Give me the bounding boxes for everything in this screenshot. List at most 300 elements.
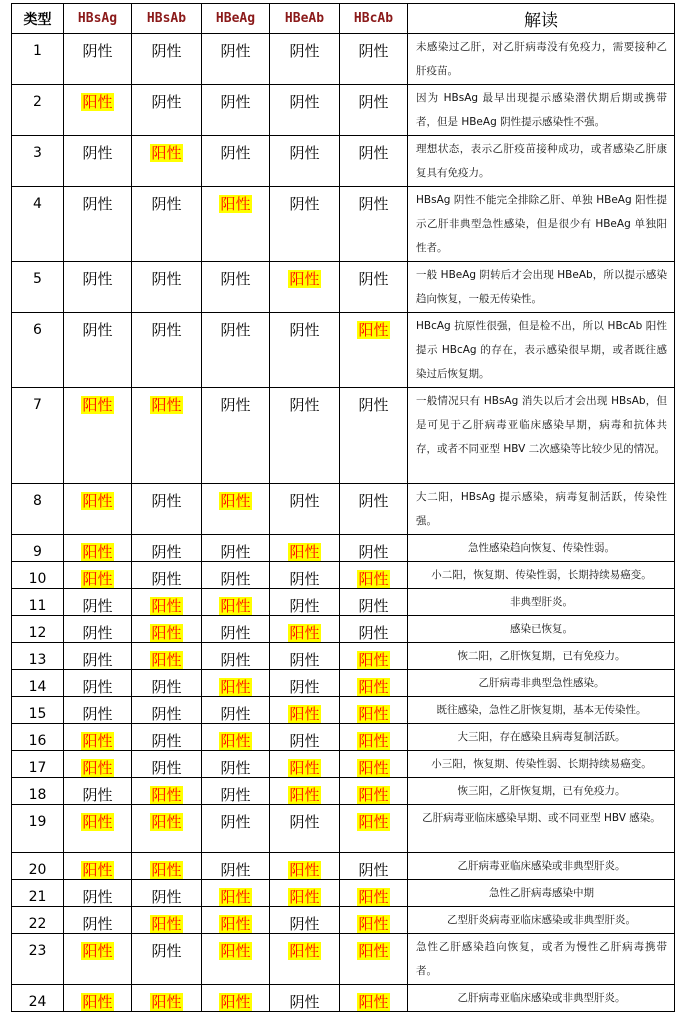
hbeab-cell bbox=[270, 697, 340, 724]
hbeag-cell bbox=[202, 34, 270, 85]
header-hbsag: HBsAg bbox=[64, 4, 132, 34]
hbeab-cell bbox=[270, 670, 340, 697]
hbsag-cell bbox=[64, 907, 132, 934]
hbsab-cell bbox=[132, 313, 202, 388]
hbsab-cell bbox=[132, 589, 202, 616]
hbsag-cell bbox=[64, 187, 132, 262]
table-row bbox=[12, 724, 675, 751]
negative-result: 阴性 bbox=[151, 195, 182, 213]
positive-result: 阳性 bbox=[151, 786, 182, 804]
negative-result: 阴性 bbox=[289, 651, 320, 669]
negative-result: 阴性 bbox=[289, 570, 320, 588]
negative-result: 阴性 bbox=[358, 492, 389, 510]
hbeag-cell bbox=[202, 313, 270, 388]
type-number: 7 bbox=[12, 388, 64, 484]
positive-result: 阳性 bbox=[151, 624, 182, 642]
hbcab-cell bbox=[340, 907, 408, 934]
positive-result: 阳性 bbox=[220, 195, 251, 213]
negative-result: 阴性 bbox=[220, 651, 251, 669]
hbeag-cell bbox=[202, 880, 270, 907]
type-number: 13 bbox=[12, 643, 64, 670]
hbsag-cell bbox=[64, 724, 132, 751]
explanation-text: 未感染过乙肝，对乙肝病毒没有免疫力，需要接种乙肝疫苗。 bbox=[408, 34, 675, 85]
type-number: 14 bbox=[12, 670, 64, 697]
hbsag-cell bbox=[64, 313, 132, 388]
table-row bbox=[12, 616, 675, 643]
table-row bbox=[12, 388, 675, 484]
positive-result: 阳性 bbox=[220, 732, 251, 750]
positive-result: 阳性 bbox=[358, 570, 389, 588]
table-row bbox=[12, 484, 675, 535]
negative-result: 阴性 bbox=[82, 321, 113, 339]
positive-result: 阳性 bbox=[220, 993, 251, 1011]
hbeab-cell bbox=[270, 34, 340, 85]
table-row bbox=[12, 85, 675, 136]
type-number: 8 bbox=[12, 484, 64, 535]
negative-result: 阴性 bbox=[358, 543, 389, 561]
hbsab-cell bbox=[132, 388, 202, 484]
negative-result: 阴性 bbox=[289, 492, 320, 510]
type-number: 21 bbox=[12, 880, 64, 907]
hbsag-cell bbox=[64, 589, 132, 616]
table-row bbox=[12, 934, 675, 985]
hbeab-cell bbox=[270, 751, 340, 778]
hbeag-cell bbox=[202, 262, 270, 313]
negative-result: 阴性 bbox=[82, 888, 113, 906]
positive-result: 阳性 bbox=[82, 813, 113, 831]
hbsab-cell bbox=[132, 724, 202, 751]
hbeab-cell bbox=[270, 853, 340, 880]
negative-result: 阴性 bbox=[358, 597, 389, 615]
table-row bbox=[12, 778, 675, 805]
hbeag-cell bbox=[202, 778, 270, 805]
negative-result: 阴性 bbox=[220, 624, 251, 642]
hbeab-cell bbox=[270, 589, 340, 616]
table-row bbox=[12, 853, 675, 880]
negative-result: 阴性 bbox=[82, 651, 113, 669]
explanation-text: 乙肝病毒亚临床感染或非典型肝炎。 bbox=[408, 985, 675, 1012]
negative-result: 阴性 bbox=[289, 597, 320, 615]
hbsab-cell bbox=[132, 805, 202, 853]
hbsab-cell bbox=[132, 853, 202, 880]
explanation-text: HBcAg 抗原性很强，但是检不出，所以 HBcAb 阳性提示 HBcAg 的存在，表示感染很早期，或者既往感染过后恢复期。 bbox=[408, 313, 675, 388]
hbsab-cell bbox=[132, 484, 202, 535]
hbsag-cell bbox=[64, 34, 132, 85]
header-row bbox=[12, 4, 675, 34]
positive-result: 阳性 bbox=[358, 915, 389, 933]
explanation-text: 急性感染趋向恢复、传染性弱。 bbox=[408, 535, 675, 562]
type-number: 23 bbox=[12, 934, 64, 985]
hbsag-cell bbox=[64, 934, 132, 985]
negative-result: 阴性 bbox=[82, 678, 113, 696]
hbsag-cell bbox=[64, 697, 132, 724]
positive-result: 阳性 bbox=[82, 732, 113, 750]
type-number: 9 bbox=[12, 535, 64, 562]
hbeag-cell bbox=[202, 934, 270, 985]
explanation-text: 小三阳，恢复期、传染性弱、长期持续易癌变。 bbox=[408, 751, 675, 778]
positive-result: 阳性 bbox=[358, 732, 389, 750]
negative-result: 阴性 bbox=[358, 624, 389, 642]
hbeag-cell bbox=[202, 670, 270, 697]
hbeab-cell bbox=[270, 724, 340, 751]
hbcab-cell bbox=[340, 778, 408, 805]
negative-result: 阴性 bbox=[82, 915, 113, 933]
negative-result: 阴性 bbox=[151, 42, 182, 60]
negative-result: 阴性 bbox=[289, 321, 320, 339]
positive-result: 阳性 bbox=[220, 888, 251, 906]
hbsag-cell bbox=[64, 985, 132, 1012]
table-row bbox=[12, 187, 675, 262]
table-row bbox=[12, 670, 675, 697]
negative-result: 阴性 bbox=[151, 570, 182, 588]
table-row bbox=[12, 313, 675, 388]
hbcab-cell bbox=[340, 853, 408, 880]
hbsab-cell bbox=[132, 907, 202, 934]
negative-result: 阴性 bbox=[220, 93, 251, 111]
explanation-text: 乙肝病毒非典型急性感染。 bbox=[408, 670, 675, 697]
hbsag-cell bbox=[64, 136, 132, 187]
positive-result: 阳性 bbox=[289, 705, 320, 723]
header-type: 类型 bbox=[12, 4, 64, 34]
explanation-text: 恢三阳，乙肝恢复期，已有免疫力。 bbox=[408, 778, 675, 805]
negative-result: 阴性 bbox=[358, 144, 389, 162]
hbeab-cell bbox=[270, 880, 340, 907]
table-row bbox=[12, 262, 675, 313]
positive-result: 阳性 bbox=[289, 942, 320, 960]
positive-result: 阳性 bbox=[358, 678, 389, 696]
hbsag-cell bbox=[64, 643, 132, 670]
positive-result: 阳性 bbox=[151, 396, 182, 414]
explanation-text: 乙型肝炎病毒亚临床感染或非典型肝炎。 bbox=[408, 907, 675, 934]
hbeab-cell bbox=[270, 313, 340, 388]
negative-result: 阴性 bbox=[289, 396, 320, 414]
hbsab-cell bbox=[132, 985, 202, 1012]
positive-result: 阳性 bbox=[289, 270, 320, 288]
negative-result: 阴性 bbox=[220, 759, 251, 777]
negative-result: 阴性 bbox=[289, 144, 320, 162]
header-hbcab: HBcAb bbox=[340, 4, 408, 34]
type-number: 4 bbox=[12, 187, 64, 262]
hbeag-cell bbox=[202, 484, 270, 535]
positive-result: 阳性 bbox=[82, 93, 113, 111]
explanation-text: 急性乙肝病毒感染中期 bbox=[408, 880, 675, 907]
negative-result: 阴性 bbox=[358, 270, 389, 288]
type-number: 10 bbox=[12, 562, 64, 589]
hbeab-cell bbox=[270, 136, 340, 187]
positive-result: 阳性 bbox=[151, 144, 182, 162]
positive-result: 阳性 bbox=[358, 813, 389, 831]
hbsag-cell bbox=[64, 535, 132, 562]
negative-result: 阴性 bbox=[289, 915, 320, 933]
table-row bbox=[12, 535, 675, 562]
explanation-text: 一般 HBeAg 阴转后才会出现 HBeAb，所以提示感染趋向恢复，一般无传染性。 bbox=[408, 262, 675, 313]
type-number: 1 bbox=[12, 34, 64, 85]
positive-result: 阳性 bbox=[289, 861, 320, 879]
hbeag-cell bbox=[202, 985, 270, 1012]
hbsab-cell bbox=[132, 880, 202, 907]
hbeab-cell bbox=[270, 484, 340, 535]
table-row bbox=[12, 589, 675, 616]
negative-result: 阴性 bbox=[151, 942, 182, 960]
hbcab-cell bbox=[340, 670, 408, 697]
type-number: 11 bbox=[12, 589, 64, 616]
positive-result: 阳性 bbox=[358, 321, 389, 339]
hbsab-cell bbox=[132, 187, 202, 262]
negative-result: 阴性 bbox=[220, 42, 251, 60]
negative-result: 阴性 bbox=[151, 759, 182, 777]
positive-result: 阳性 bbox=[151, 651, 182, 669]
table-body bbox=[12, 34, 675, 1012]
hbcab-cell bbox=[340, 262, 408, 313]
hbcab-cell bbox=[340, 484, 408, 535]
negative-result: 阴性 bbox=[220, 861, 251, 879]
hbsag-cell bbox=[64, 388, 132, 484]
positive-result: 阳性 bbox=[220, 492, 251, 510]
negative-result: 阴性 bbox=[151, 492, 182, 510]
hbcab-cell bbox=[340, 751, 408, 778]
explanation-text: 大三阳，存在感染且病毒复制活跃。 bbox=[408, 724, 675, 751]
type-number: 22 bbox=[12, 907, 64, 934]
negative-result: 阴性 bbox=[220, 705, 251, 723]
hbsag-cell bbox=[64, 670, 132, 697]
hbcab-cell bbox=[340, 313, 408, 388]
negative-result: 阴性 bbox=[358, 396, 389, 414]
hbsab-cell bbox=[132, 697, 202, 724]
positive-result: 阳性 bbox=[82, 492, 113, 510]
explanation-text: 大二阳，HBsAg 提示感染，病毒复制活跃，传染性强。 bbox=[408, 484, 675, 535]
negative-result: 阴性 bbox=[82, 705, 113, 723]
positive-result: 阳性 bbox=[151, 813, 182, 831]
type-number: 24 bbox=[12, 985, 64, 1012]
hbcab-cell bbox=[340, 85, 408, 136]
positive-result: 阳性 bbox=[82, 759, 113, 777]
hbsag-cell bbox=[64, 853, 132, 880]
negative-result: 阴性 bbox=[82, 786, 113, 804]
negative-result: 阴性 bbox=[82, 42, 113, 60]
header-explanation: 解读 bbox=[408, 4, 675, 34]
explanation-text: 既往感染，急性乙肝恢复期，基本无传染性。 bbox=[408, 697, 675, 724]
positive-result: 阳性 bbox=[289, 888, 320, 906]
type-number: 19 bbox=[12, 805, 64, 853]
explanation-text: 恢二阳，乙肝恢复期，已有免疫力。 bbox=[408, 643, 675, 670]
negative-result: 阴性 bbox=[289, 993, 320, 1011]
type-number: 2 bbox=[12, 85, 64, 136]
hbeab-cell bbox=[270, 262, 340, 313]
hbsab-cell bbox=[132, 670, 202, 697]
positive-result: 阳性 bbox=[358, 942, 389, 960]
hbcab-cell bbox=[340, 697, 408, 724]
positive-result: 阳性 bbox=[358, 705, 389, 723]
hbsab-cell bbox=[132, 535, 202, 562]
hbsag-cell bbox=[64, 880, 132, 907]
negative-result: 阴性 bbox=[82, 597, 113, 615]
positive-result: 阳性 bbox=[151, 915, 182, 933]
type-number: 5 bbox=[12, 262, 64, 313]
hbeag-cell bbox=[202, 697, 270, 724]
hbeab-cell bbox=[270, 616, 340, 643]
hbsab-cell bbox=[132, 262, 202, 313]
hbsag-cell bbox=[64, 805, 132, 853]
positive-result: 阳性 bbox=[151, 861, 182, 879]
hbcab-cell bbox=[340, 589, 408, 616]
hbcab-cell bbox=[340, 880, 408, 907]
hbsag-cell bbox=[64, 778, 132, 805]
explanation-text: 乙肝病毒亚临床感染或非典型肝炎。 bbox=[408, 853, 675, 880]
positive-result: 阳性 bbox=[82, 861, 113, 879]
hbeab-cell bbox=[270, 85, 340, 136]
negative-result: 阴性 bbox=[82, 270, 113, 288]
positive-result: 阳性 bbox=[220, 942, 251, 960]
header-hbeag: HBeAg bbox=[202, 4, 270, 34]
table-row bbox=[12, 34, 675, 85]
negative-result: 阴性 bbox=[358, 42, 389, 60]
hbeab-cell bbox=[270, 778, 340, 805]
hbeag-cell bbox=[202, 643, 270, 670]
hbeag-cell bbox=[202, 805, 270, 853]
table-row bbox=[12, 562, 675, 589]
positive-result: 阳性 bbox=[358, 888, 389, 906]
hbcab-cell bbox=[340, 985, 408, 1012]
table-row bbox=[12, 880, 675, 907]
positive-result: 阳性 bbox=[358, 651, 389, 669]
hbcab-cell bbox=[340, 388, 408, 484]
positive-result: 阳性 bbox=[82, 942, 113, 960]
negative-result: 阴性 bbox=[151, 732, 182, 750]
hbeab-cell bbox=[270, 187, 340, 262]
table-row bbox=[12, 697, 675, 724]
hbeab-cell bbox=[270, 985, 340, 1012]
positive-result: 阳性 bbox=[289, 759, 320, 777]
hbeag-cell bbox=[202, 136, 270, 187]
positive-result: 阳性 bbox=[82, 543, 113, 561]
explanation-text: 感染已恢复。 bbox=[408, 616, 675, 643]
positive-result: 阳性 bbox=[289, 624, 320, 642]
positive-result: 阳性 bbox=[358, 993, 389, 1011]
negative-result: 阴性 bbox=[151, 678, 182, 696]
negative-result: 阴性 bbox=[289, 678, 320, 696]
explanation-text: 一般情况只有 HBsAg 消失以后才会出现 HBsAb，但是可见于乙肝病毒亚临床感染早期，病毒和抗体共存，或者不同亚型 HBV 二次感染等比较少见的情况。 bbox=[408, 388, 675, 484]
positive-result: 阳性 bbox=[220, 678, 251, 696]
hbsag-cell bbox=[64, 562, 132, 589]
hbeag-cell bbox=[202, 535, 270, 562]
hbsab-cell bbox=[132, 751, 202, 778]
table-row bbox=[12, 751, 675, 778]
hbeag-cell bbox=[202, 616, 270, 643]
positive-result: 阳性 bbox=[358, 759, 389, 777]
negative-result: 阴性 bbox=[220, 321, 251, 339]
hbeab-cell bbox=[270, 562, 340, 589]
header-hbsab: HBsAb bbox=[132, 4, 202, 34]
negative-result: 阴性 bbox=[151, 888, 182, 906]
hbsag-cell bbox=[64, 751, 132, 778]
hbeag-cell bbox=[202, 907, 270, 934]
hbcab-cell bbox=[340, 535, 408, 562]
negative-result: 阴性 bbox=[220, 270, 251, 288]
positive-result: 阳性 bbox=[82, 993, 113, 1011]
hbeag-cell bbox=[202, 751, 270, 778]
hbeag-cell bbox=[202, 85, 270, 136]
explanation-text: HBsAg 阴性不能完全排除乙肝、单独 HBeAg 阳性提示乙肝非典型急性感染，但是很少有 HBeAg 单独阳性者。 bbox=[408, 187, 675, 262]
negative-result: 阴性 bbox=[289, 195, 320, 213]
type-number: 16 bbox=[12, 724, 64, 751]
hbeab-cell bbox=[270, 535, 340, 562]
negative-result: 阴性 bbox=[82, 624, 113, 642]
hbeag-cell bbox=[202, 388, 270, 484]
table-row bbox=[12, 985, 675, 1012]
hbcab-cell bbox=[340, 187, 408, 262]
type-number: 6 bbox=[12, 313, 64, 388]
positive-result: 阳性 bbox=[358, 786, 389, 804]
explanation-text: 小二阳，恢复期、传染性弱，长期持续易癌变。 bbox=[408, 562, 675, 589]
type-number: 15 bbox=[12, 697, 64, 724]
positive-result: 阳性 bbox=[220, 597, 251, 615]
hbv-marker-table bbox=[11, 3, 675, 1012]
negative-result: 阴性 bbox=[358, 861, 389, 879]
hbsab-cell bbox=[132, 616, 202, 643]
negative-result: 阴性 bbox=[82, 195, 113, 213]
negative-result: 阴性 bbox=[358, 195, 389, 213]
table-row bbox=[12, 907, 675, 934]
hbsag-cell bbox=[64, 85, 132, 136]
hbeag-cell bbox=[202, 562, 270, 589]
hbsab-cell bbox=[132, 562, 202, 589]
type-number: 20 bbox=[12, 853, 64, 880]
negative-result: 阴性 bbox=[220, 570, 251, 588]
hbcab-cell bbox=[340, 724, 408, 751]
hbsag-cell bbox=[64, 262, 132, 313]
hbcab-cell bbox=[340, 34, 408, 85]
type-number: 3 bbox=[12, 136, 64, 187]
negative-result: 阴性 bbox=[289, 42, 320, 60]
hbcab-cell bbox=[340, 805, 408, 853]
explanation-text: 因为 HBsAg 最早出现提示感染潜伏期后期或携带者，但是 HBeAg 阴性提示感染性不强。 bbox=[408, 85, 675, 136]
hbcab-cell bbox=[340, 562, 408, 589]
hbeab-cell bbox=[270, 934, 340, 985]
hbcab-cell bbox=[340, 643, 408, 670]
table-row bbox=[12, 805, 675, 853]
hbsab-cell bbox=[132, 778, 202, 805]
hbeag-cell bbox=[202, 853, 270, 880]
hbsab-cell bbox=[132, 136, 202, 187]
hbsab-cell bbox=[132, 34, 202, 85]
negative-result: 阴性 bbox=[151, 93, 182, 111]
hbeag-cell bbox=[202, 187, 270, 262]
negative-result: 阴性 bbox=[220, 786, 251, 804]
negative-result: 阴性 bbox=[151, 321, 182, 339]
hbcab-cell bbox=[340, 616, 408, 643]
header-hbeab: HBeAb bbox=[270, 4, 340, 34]
hbsag-cell bbox=[64, 484, 132, 535]
negative-result: 阴性 bbox=[220, 813, 251, 831]
explanation-text: 乙肝病毒亚临床感染早期、或不同亚型 HBV 感染。 bbox=[408, 805, 675, 853]
negative-result: 阴性 bbox=[358, 93, 389, 111]
type-number: 12 bbox=[12, 616, 64, 643]
explanation-text: 急性乙肝感染趋向恢复，或者为慢性乙肝病毒携带者。 bbox=[408, 934, 675, 985]
positive-result: 阳性 bbox=[151, 993, 182, 1011]
positive-result: 阳性 bbox=[82, 570, 113, 588]
negative-result: 阴性 bbox=[289, 813, 320, 831]
hbeab-cell bbox=[270, 805, 340, 853]
negative-result: 阴性 bbox=[82, 144, 113, 162]
positive-result: 阳性 bbox=[289, 786, 320, 804]
negative-result: 阴性 bbox=[151, 705, 182, 723]
negative-result: 阴性 bbox=[220, 396, 251, 414]
negative-result: 阴性 bbox=[151, 270, 182, 288]
hbeag-cell bbox=[202, 589, 270, 616]
explanation-text: 非典型肝炎。 bbox=[408, 589, 675, 616]
type-number: 18 bbox=[12, 778, 64, 805]
negative-result: 阴性 bbox=[220, 144, 251, 162]
